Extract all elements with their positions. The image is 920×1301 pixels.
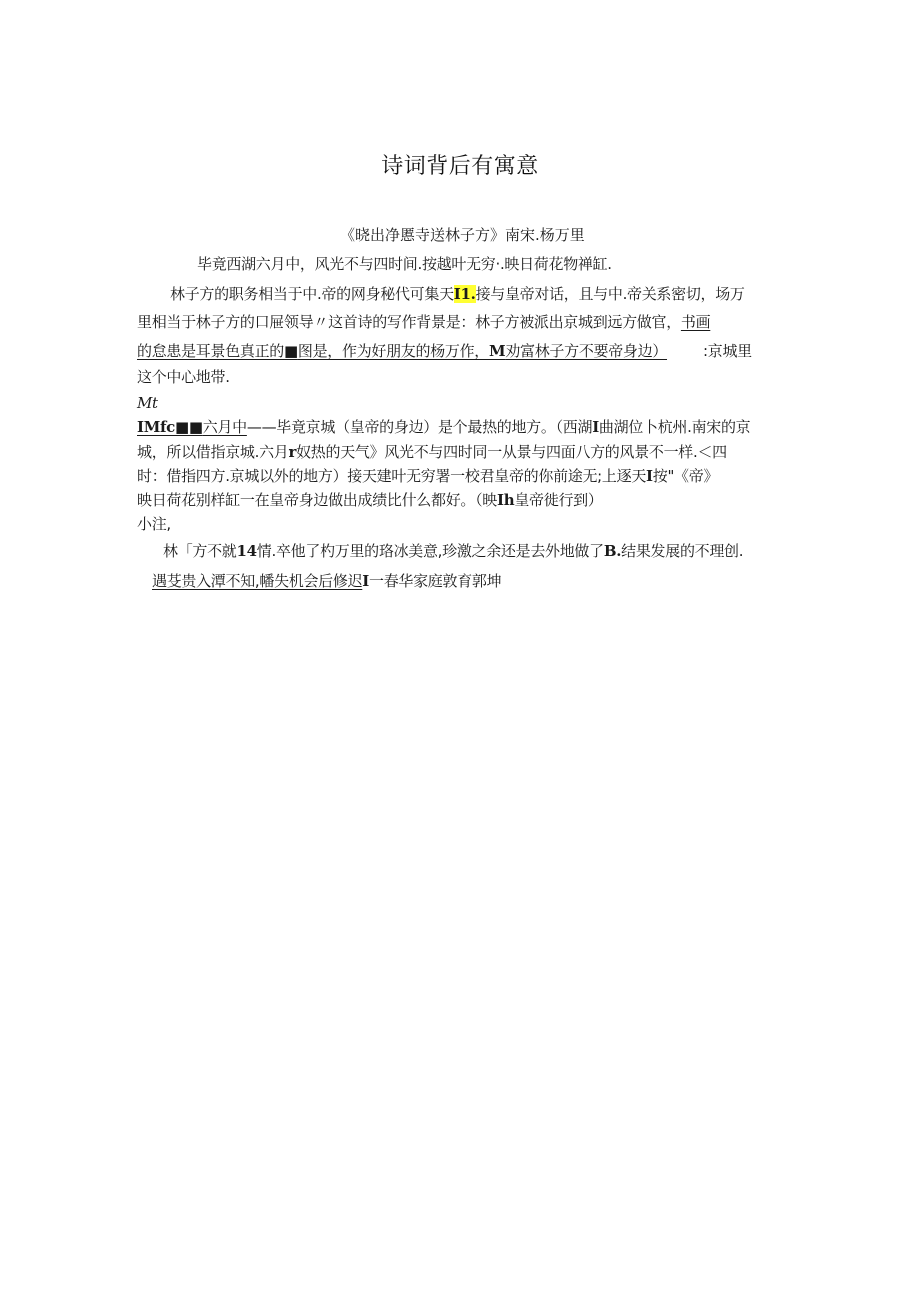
background-text: :京城里 xyxy=(703,342,752,360)
underlined-text: 图是，作为好朋友的杨万作， xyxy=(297,342,489,360)
annotation-line-2 xyxy=(137,441,727,463)
background-text: 林子方的职务相当于中.帝的网身秘代可集天 xyxy=(170,285,454,303)
annotation-text: 曲湖位卜杭州.南宋的京 xyxy=(598,418,751,436)
annotation-line-3 xyxy=(137,465,718,487)
highlighted-mark: I1. xyxy=(453,285,476,303)
summary-text: 结果发展的不理创. xyxy=(621,542,744,560)
underlined-text: 的怠患是耳景色真正的 xyxy=(137,342,285,360)
background-line-4: 这个中心地带. xyxy=(137,368,230,386)
underlined-text: 劝富林子方不要帝身边） xyxy=(505,342,668,360)
annotation-text: 奴热的天气》风光不与四时同一从景与四面八方的风景不一样.＜四 xyxy=(296,443,727,461)
annotation-mark: r xyxy=(288,443,297,461)
summary-mark: I xyxy=(362,572,369,590)
background-line-1 xyxy=(170,283,745,305)
summary-line-2 xyxy=(152,570,501,592)
annotation-text: 映日荷花别样缸一在皇帝身边做出成绩比什么都好。（映 xyxy=(137,491,498,509)
background-text: 里相当于林子方的口屉领导〃这首诗的写作背景是：林子方被派出京城到远方做官， xyxy=(137,313,681,331)
annotation-text: 城，所以借指京城.六月 xyxy=(137,443,289,461)
underlined-mark: M xyxy=(489,342,506,360)
underlined-text: 书画 xyxy=(680,313,711,331)
poem-heading: 《晓出净慝寺送林子方》南宋.杨万里 xyxy=(340,226,585,244)
summary-text: 一春华家庭敦育郭坤 xyxy=(369,572,502,590)
annotation-line-1 xyxy=(137,416,750,438)
underlined-text: 遇芟贵入潭不知,幡失机会后修迟 xyxy=(152,572,363,590)
background-text: 接与皇帝对话，且与中.帝关系密切，场万 xyxy=(475,285,745,303)
background-line-2 xyxy=(137,311,710,333)
summary-mark: 14 xyxy=(236,542,257,560)
annotation-text: ——毕竟京城（皇帝的身边）是个最热的地方。（西湖 xyxy=(246,418,593,436)
summary-label: 小注, xyxy=(137,515,171,533)
annotation-mark: I xyxy=(592,418,599,436)
annotation-text: 按"《帝》 xyxy=(652,467,719,485)
annotation-text: 时：借指四方.京城以外的地方）接天建叶无穷署一校君皇帝的你前途无;上逐天 xyxy=(137,467,647,485)
page-title: 诗词背后有寓意 xyxy=(381,154,539,179)
underlined-mark: ■ xyxy=(284,342,298,360)
annotation-line-4 xyxy=(137,489,603,511)
annotation-mark: Ih xyxy=(497,491,515,509)
annotation-mark: I xyxy=(646,467,653,485)
underlined-text: 六月中 xyxy=(202,418,247,436)
underlined-mark: IMfc■■ xyxy=(137,418,203,436)
summary-text: 情.卒他了杓万里的珞冰美意,珍激之余还是去外地做了 xyxy=(256,542,604,560)
summary-mark: B. xyxy=(603,542,622,560)
summary-text: 林「方不就 xyxy=(163,542,237,560)
summary-line-1 xyxy=(163,540,743,562)
annotation-text: 皇帝徙行到） xyxy=(514,491,603,509)
poem-verse: 毕竟西湖六月中，风光不与四时间.按越叶无穷·.映日荷花物禅缸. xyxy=(197,255,612,273)
note-label: Mt xyxy=(137,394,158,412)
background-line-3 xyxy=(137,340,752,362)
